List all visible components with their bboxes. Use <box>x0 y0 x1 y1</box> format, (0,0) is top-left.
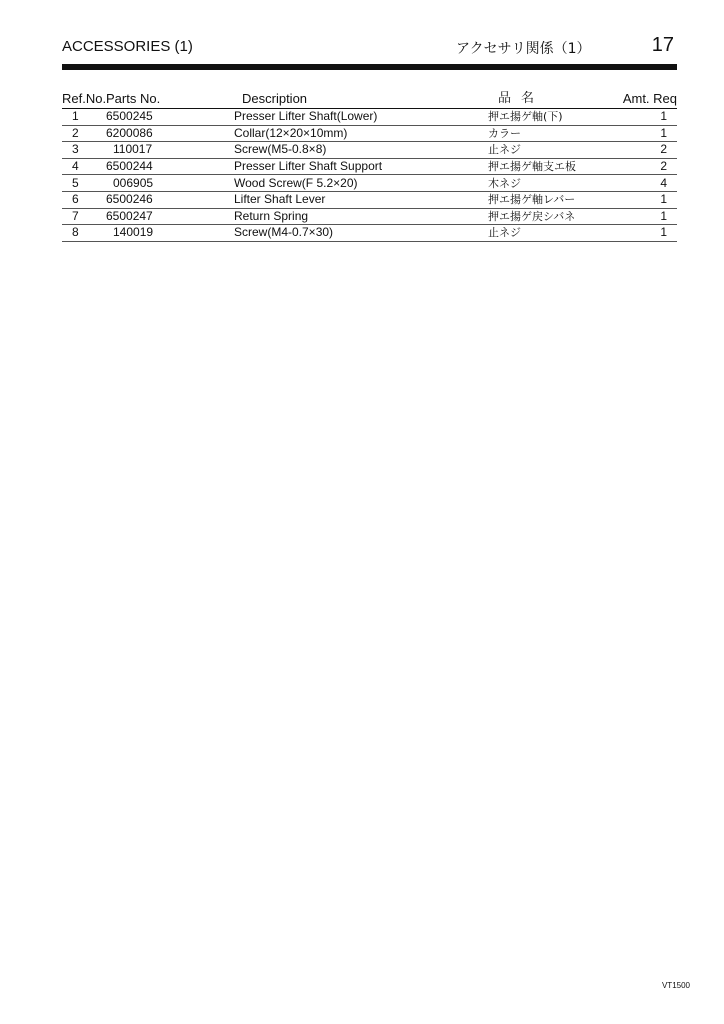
parts-no-cell: 6500247 <box>106 208 234 225</box>
name-jp-cell: 木ネジ <box>488 175 607 192</box>
name-jp-cell: 押エ揚ゲ戻シバネ <box>488 208 607 225</box>
name-jp-cell: 止ネジ <box>488 142 607 159</box>
table-row <box>62 125 677 142</box>
amt-req-cell: 2 <box>607 158 677 175</box>
parts-no-cell: 110017 <box>106 142 234 159</box>
column-header-amt-req: Amt. Req <box>607 84 677 109</box>
amt-req-cell: 1 <box>607 125 677 142</box>
name-jp-cell: 押エ揚ゲ軸支エ板 <box>488 158 607 175</box>
column-header-name-jp: 品名 <box>488 84 607 109</box>
description-cell: Presser Lifter Shaft Support <box>234 158 488 175</box>
ref-no-cell: 6 <box>62 191 106 208</box>
description-cell: Wood Screw(F 5.2×20) <box>234 175 488 192</box>
ref-no-cell: 2 <box>62 125 106 142</box>
ref-no-cell: 7 <box>62 208 106 225</box>
parts-no-cell: 006905 <box>106 175 234 192</box>
description-cell: Screw(M5-0.8×8) <box>234 142 488 159</box>
table-row <box>62 142 677 159</box>
ref-no-cell: 8 <box>62 225 106 242</box>
description-cell: Return Spring <box>234 208 488 225</box>
column-header-description: Description <box>234 84 488 109</box>
table-row <box>62 225 677 242</box>
ref-no-cell: 1 <box>62 109 106 126</box>
column-header-parts-no: Parts No. <box>106 84 234 109</box>
amt-req-cell: 1 <box>607 208 677 225</box>
description-cell: Collar(12×20×10mm) <box>234 125 488 142</box>
description-cell: Screw(M4-0.7×30) <box>234 225 488 242</box>
table-header-row <box>62 84 677 109</box>
parts-no-cell: 6500246 <box>106 191 234 208</box>
ref-no-cell: 4 <box>62 158 106 175</box>
name-jp-cell: 止ネジ <box>488 225 607 242</box>
name-jp-cell: 押エ揚ゲ軸(下) <box>488 109 607 126</box>
parts-table <box>62 84 677 242</box>
description-cell: Lifter Shaft Lever <box>234 191 488 208</box>
header-divider <box>62 64 677 70</box>
table-row <box>62 175 677 192</box>
amt-req-cell: 1 <box>607 109 677 126</box>
table-row <box>62 208 677 225</box>
amt-req-cell: 4 <box>607 175 677 192</box>
description-cell: Presser Lifter Shaft(Lower) <box>234 109 488 126</box>
amt-req-cell: 1 <box>607 191 677 208</box>
model-code: VT1500 <box>661 981 690 990</box>
page-title: ACCESSORIES (1) <box>62 38 193 55</box>
amt-req-cell: 1 <box>607 225 677 242</box>
table-row <box>62 191 677 208</box>
name-jp-cell: 押エ揚ゲ軸レバー <box>488 191 607 208</box>
table-row <box>62 109 677 126</box>
parts-no-cell: 6200086 <box>106 125 234 142</box>
table-row <box>62 158 677 175</box>
page-number: 17 <box>651 34 674 56</box>
column-header-ref-no: Ref.No. <box>62 84 106 109</box>
parts-no-cell: 140019 <box>106 225 234 242</box>
page-title-jp: アクセサリ関係（1） <box>456 41 591 57</box>
parts-no-cell: 6500245 <box>106 109 234 126</box>
parts-table-body <box>62 109 677 242</box>
name-jp-cell: カラー <box>488 125 607 142</box>
amt-req-cell: 2 <box>607 142 677 159</box>
ref-no-cell: 5 <box>62 175 106 192</box>
parts-no-cell: 6500244 <box>106 158 234 175</box>
ref-no-cell: 3 <box>62 142 106 159</box>
